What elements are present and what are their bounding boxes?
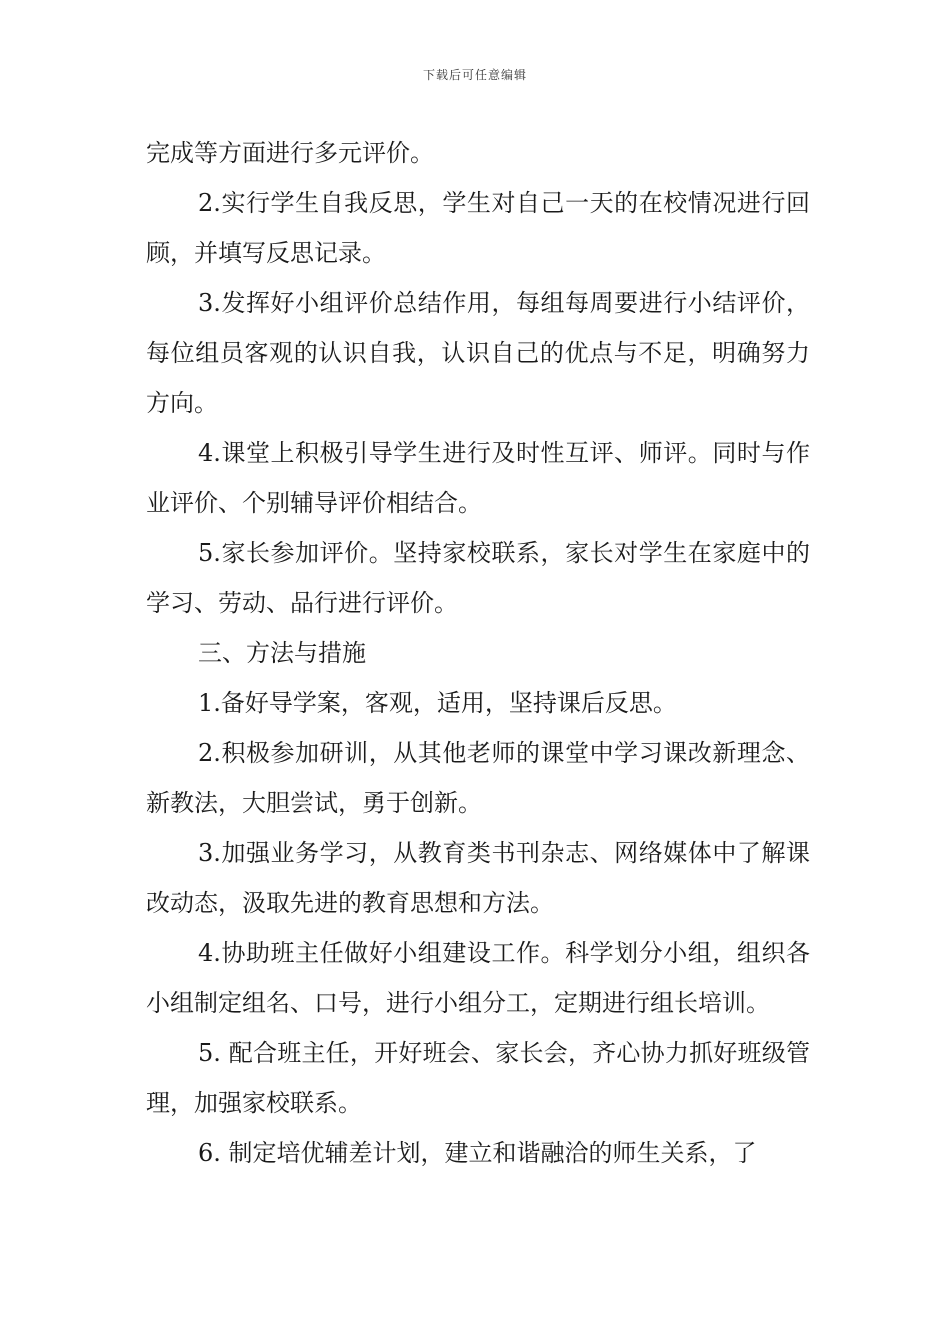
paragraph: 6. 制定培优辅差计划，建立和谐融洽的师生关系，了 — [198, 1139, 757, 1167]
paragraph: 3.加强业务学习，从教育类书刊杂志、网络媒体中了解课改动态，汲取先进的教育思想和方法。 — [146, 839, 810, 917]
document-body — [146, 128, 810, 1178]
paragraph: 5. 配合班主任，开好班会、家长会，齐心协力抓好班级管理，加强家校联系。 — [146, 1039, 810, 1117]
paragraph: 4.课堂上积极引导学生进行及时性互评、师评。同时与作业评价、个别辅导评价相结合。 — [146, 439, 810, 517]
section-heading: 三、方法与措施 — [198, 639, 366, 667]
paragraph: 1.备好导学案，客观，适用，坚持课后反思。 — [198, 689, 677, 717]
paragraph: 2.实行学生自我反思，学生对自己一天的在校情况进行回顾，并填写反思记录。 — [146, 189, 810, 267]
header-note: 下载后可任意编辑 — [422, 68, 527, 82]
paragraph: 4.协助班主任做好小组建设工作。科学划分小组，组织各小组制定组名、口号，进行小组分工，定期进行组长培训。 — [146, 939, 810, 1017]
paragraph: 完成等方面进行多元评价。 — [146, 139, 434, 167]
paragraph: 3.发挥好小组评价总结作用，每组每周要进行小结评价，每位组员客观的认识自我，认识自己的优点与不足，明确努力方向。 — [146, 289, 810, 417]
paragraph: 5.家长参加评价。坚持家校联系，家长对学生在家庭中的学习、劳动、品行进行评价。 — [146, 539, 810, 617]
paragraph: 2.积极参加研训，从其他老师的课堂中学习课改新理念、新教法，大胆尝试，勇于创新。 — [146, 739, 810, 817]
